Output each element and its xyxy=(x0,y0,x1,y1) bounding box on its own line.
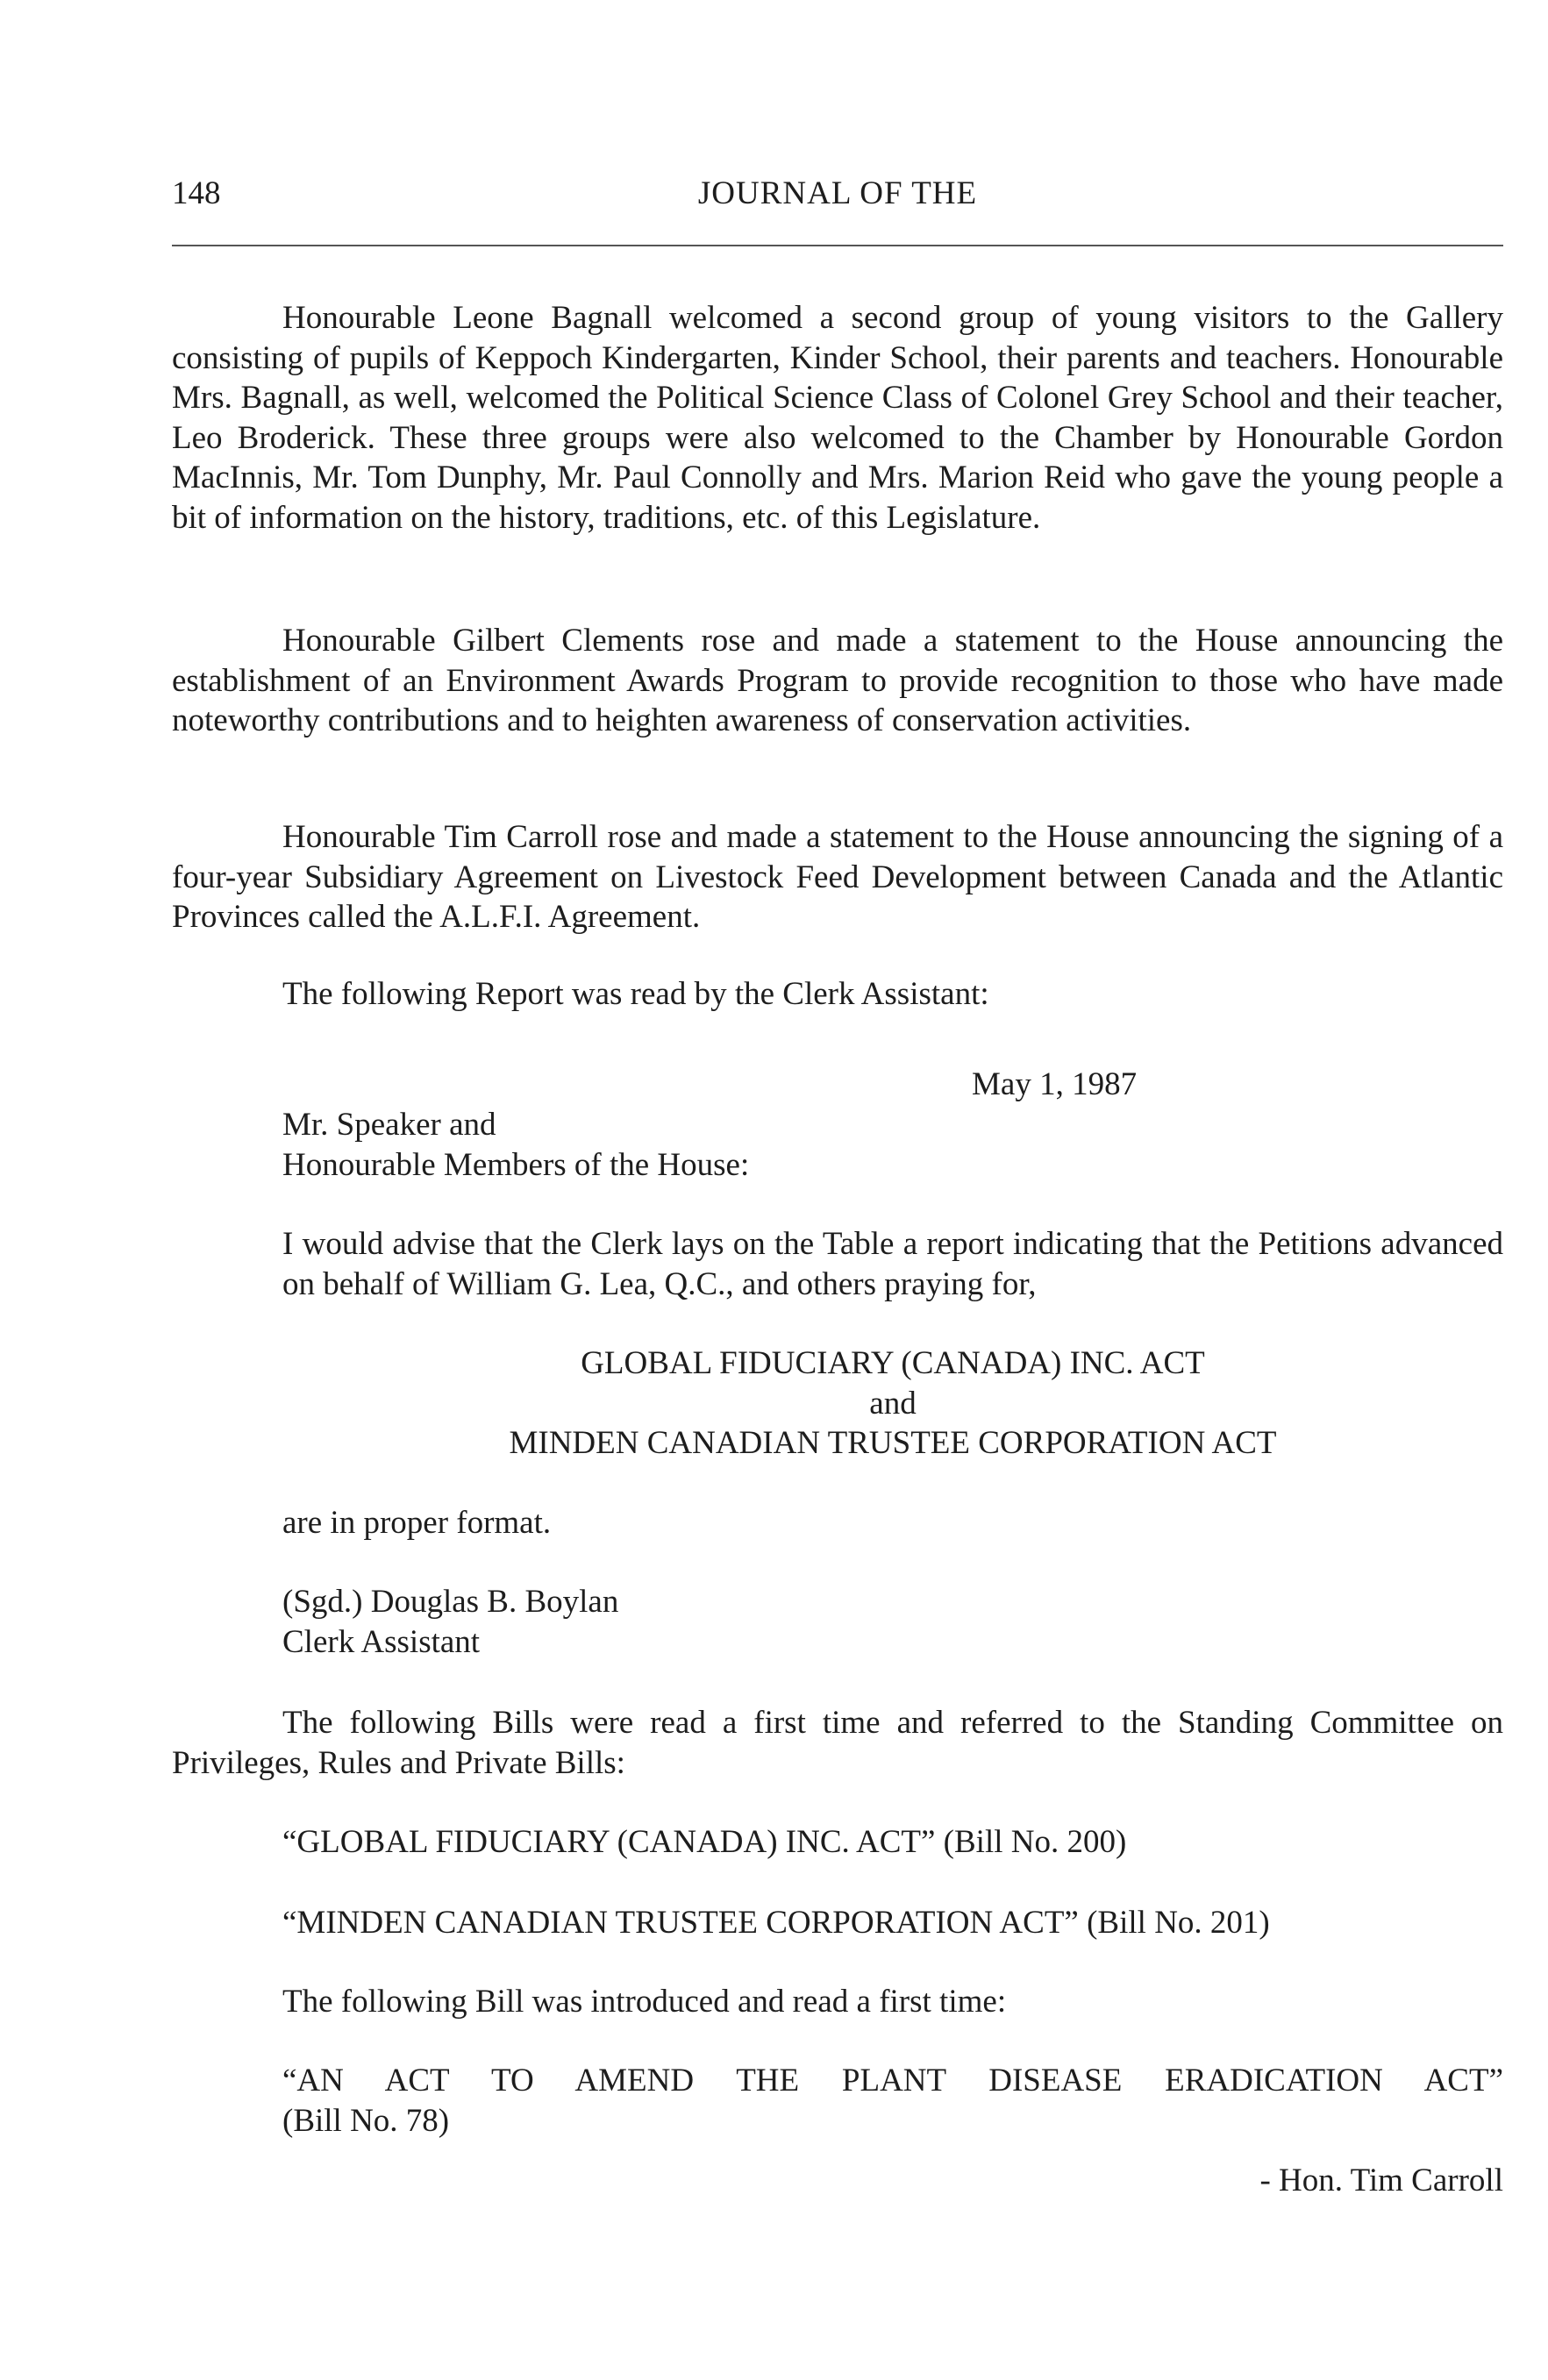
paragraph-clements-statement xyxy=(172,621,1503,741)
act-and-conjunction: and xyxy=(869,1385,917,1422)
paragraph-bagnall-visitors xyxy=(172,298,1503,538)
bill-78-number: (Bill No. 78) xyxy=(282,2102,450,2139)
report-format-statement: are in proper format. xyxy=(282,1505,552,1541)
bill-sponsor: - Hon. Tim Carroll xyxy=(1259,2163,1503,2198)
act-global-fiduciary: GLOBAL FIDUCIARY (CANADA) INC. ACT xyxy=(581,1345,1205,1381)
paragraph-text: Honourable Gilbert Clements rose and made a statement to the House announcing the establishment of an Environment Awards Program to provide recognition to those who have made noteworthy contributions and to heighten awareness of conservation activities. xyxy=(172,623,1503,738)
report-signature xyxy=(282,1582,618,1662)
bill-201-title: “MINDEN CANADIAN TRUSTEE CORPORATION ACT” (Bill No. 201) xyxy=(282,1905,1270,1941)
bill-200-title: “GLOBAL FIDUCIARY (CANADA) INC. ACT” (Bill No. 200) xyxy=(282,1824,1127,1860)
paragraph-text: Honourable Leone Bagnall welcomed a second group of young visitors to the Gallery consisting of pupils of Keppoch Kindergarten, Kinder School, their parents and teachers. Honourable Mrs. Bagnall, as well, welcomed the Political Science Class of Colonel Grey School and their teacher, Leo Broderick. These three groups were also welcomed to the Chamber by Honourable Gordon MacInnis, Mr. Tom Dunphy, Mr. Paul Connolly and Mrs. Marion Reid who gave the young people a bit of information on the history, traditions, etc. of this Legislature. xyxy=(172,300,1503,536)
header-rule xyxy=(172,245,1503,246)
page-number: 148 xyxy=(172,175,221,211)
paragraph-bills-referral: The following Bills were read a first time and referred to the Standing Committee on Privileges, Rules and Private Bills: xyxy=(172,1705,1503,1781)
report-acts-list xyxy=(282,1343,1503,1464)
bill-78-title: “AN ACT TO AMEND THE PLANT DISEASE ERADICATION ACT” xyxy=(282,2063,1503,2099)
paragraph-text: The following Report was read by the Clerk Assistant: xyxy=(282,976,989,1012)
report-date: May 1, 1987 xyxy=(972,1066,1138,1102)
paragraph-report-intro xyxy=(172,974,1503,1015)
act-minden-canadian: MINDEN CANADIAN TRUSTEE CORPORATION ACT xyxy=(509,1425,1277,1461)
salutation-line-1: Mr. Speaker and xyxy=(282,1107,496,1143)
paragraph-bill-introduced: The following Bill was introduced and read a first time: xyxy=(282,1984,1007,2020)
paragraph-text: Honourable Tim Carroll rose and made a statement to the House announcing the signing of a four-year Subsidiary Agreement on Livestock Feed Development between Canada and the Atlantic Provinces called the A.L.F.I. Agreement. xyxy=(172,819,1503,935)
page-header xyxy=(172,172,1503,216)
bill-78-block xyxy=(282,2061,1503,2141)
signature-name: (Sgd.) Douglas B. Boylan xyxy=(282,1584,619,1620)
salutation-line-2: Honourable Members of the House: xyxy=(282,1146,750,1183)
signature-title: Clerk Assistant xyxy=(282,1623,481,1660)
report-advise-text: I would advise that the Clerk lays on the Table a report indicating that the Petitions advanced on behalf of William G. Lea, Q.C., and others praying for, xyxy=(282,1226,1503,1302)
report-salutation xyxy=(282,1105,749,1185)
paragraph-carroll-statement xyxy=(172,817,1503,937)
running-title: JOURNAL OF THE xyxy=(697,175,978,211)
